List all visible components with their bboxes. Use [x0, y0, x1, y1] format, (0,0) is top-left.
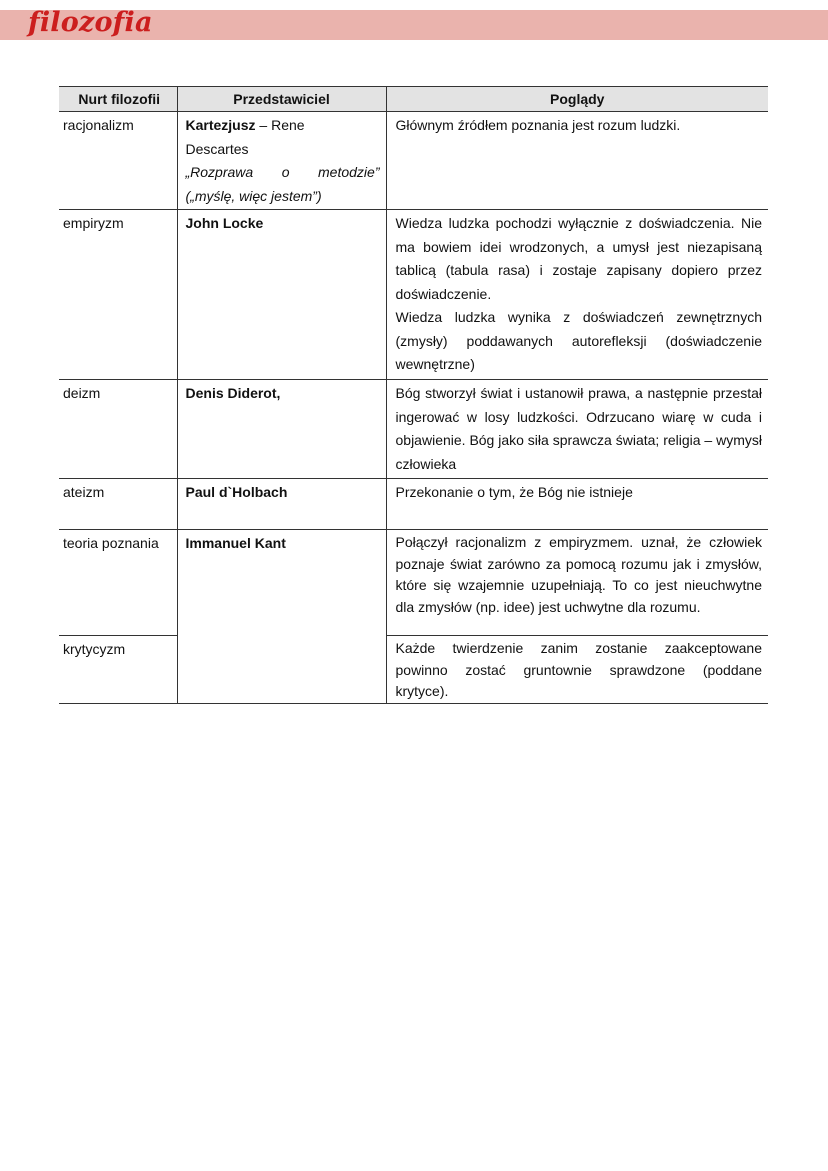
przedstawiciel-cell: Denis Diderot,	[177, 380, 386, 479]
table-row	[59, 112, 768, 210]
rep-line2: Descartes	[185, 140, 249, 157]
views-paragraph-1: Wiedza ludzka pochodzi wyłącznie z doświadczenia. Nie ma bowiem idei wrodzonych, a umysł jest niezapisaną tablicą (tabula rasa) i zostaje zapisany dopiero przez doświadczenie.	[395, 215, 762, 302]
header-nurt: Nurt filozofii	[59, 87, 177, 112]
rep-quote: („myślę, więc jestem”)	[185, 187, 322, 204]
poglady-cell: Głównym źródłem poznania jest rozum ludzki.	[386, 112, 768, 210]
rep-work: „Rozprawa o metodzie”	[185, 164, 380, 180]
table-row	[59, 479, 768, 530]
poglady-cell: Połączył racjonalizm z empiryzmem. uznał, że człowiek poznaje świat zarówno za pomocą rozumu jak i zmysłów, które się wzajemnie uzupełniają. To co jest nieuchwytne dla zmysłów (np. idee) jest uchwytne dla rozumu.	[386, 530, 768, 636]
poglady-cell: Przekonanie o tym, że Bóg nie istnieje	[386, 479, 768, 530]
page-title: filozofia	[28, 7, 153, 38]
przedstawiciel-cell: Immanuel Kant	[177, 530, 386, 704]
table-row	[59, 530, 768, 636]
przedstawiciel-cell: Paul d`Holbach	[177, 479, 386, 530]
poglady-cell: Bóg stworzył świat i ustanowił prawa, a następnie przestał ingerować w losy ludzkości. Odrzucano wiarę w cuda i objawienie. Bóg jako siła sprawcza świata; religia – wymysł człowieka	[386, 380, 768, 479]
nurt-cell: racjonalizm	[59, 112, 177, 210]
table-row	[59, 380, 768, 479]
table-header-row	[59, 87, 768, 112]
nurt-cell: deizm	[59, 380, 177, 479]
przedstawiciel-cell	[177, 112, 386, 210]
views-paragraph-2: Wiedza ludzka wynika z doświadczeń zewnętrznych (zmysły) poddawanych autorefleksji (doświadczenie wewnętrzne)	[395, 309, 762, 372]
nurt-cell: empiryzm	[59, 210, 177, 380]
nurt-cell: teoria poznania	[59, 530, 177, 636]
header-przedstawiciel: Przedstawiciel	[177, 87, 386, 112]
rep-rest: – Rene	[255, 117, 305, 133]
table-row	[59, 210, 768, 380]
rep-name: Kartezjusz	[185, 117, 256, 133]
poglady-cell: Każde twierdzenie zanim zostanie zaakceptowane powinno zostać gruntownie sprawdzone (poddane krytyce).	[386, 636, 768, 704]
przedstawiciel-cell: John Locke	[177, 210, 386, 380]
table-row	[59, 636, 768, 704]
philosophy-table	[59, 86, 768, 704]
poglady-cell	[386, 210, 768, 380]
nurt-cell: ateizm	[59, 479, 177, 530]
nurt-cell: krytycyzm	[59, 636, 177, 704]
header-poglady: Poglądy	[386, 87, 768, 112]
